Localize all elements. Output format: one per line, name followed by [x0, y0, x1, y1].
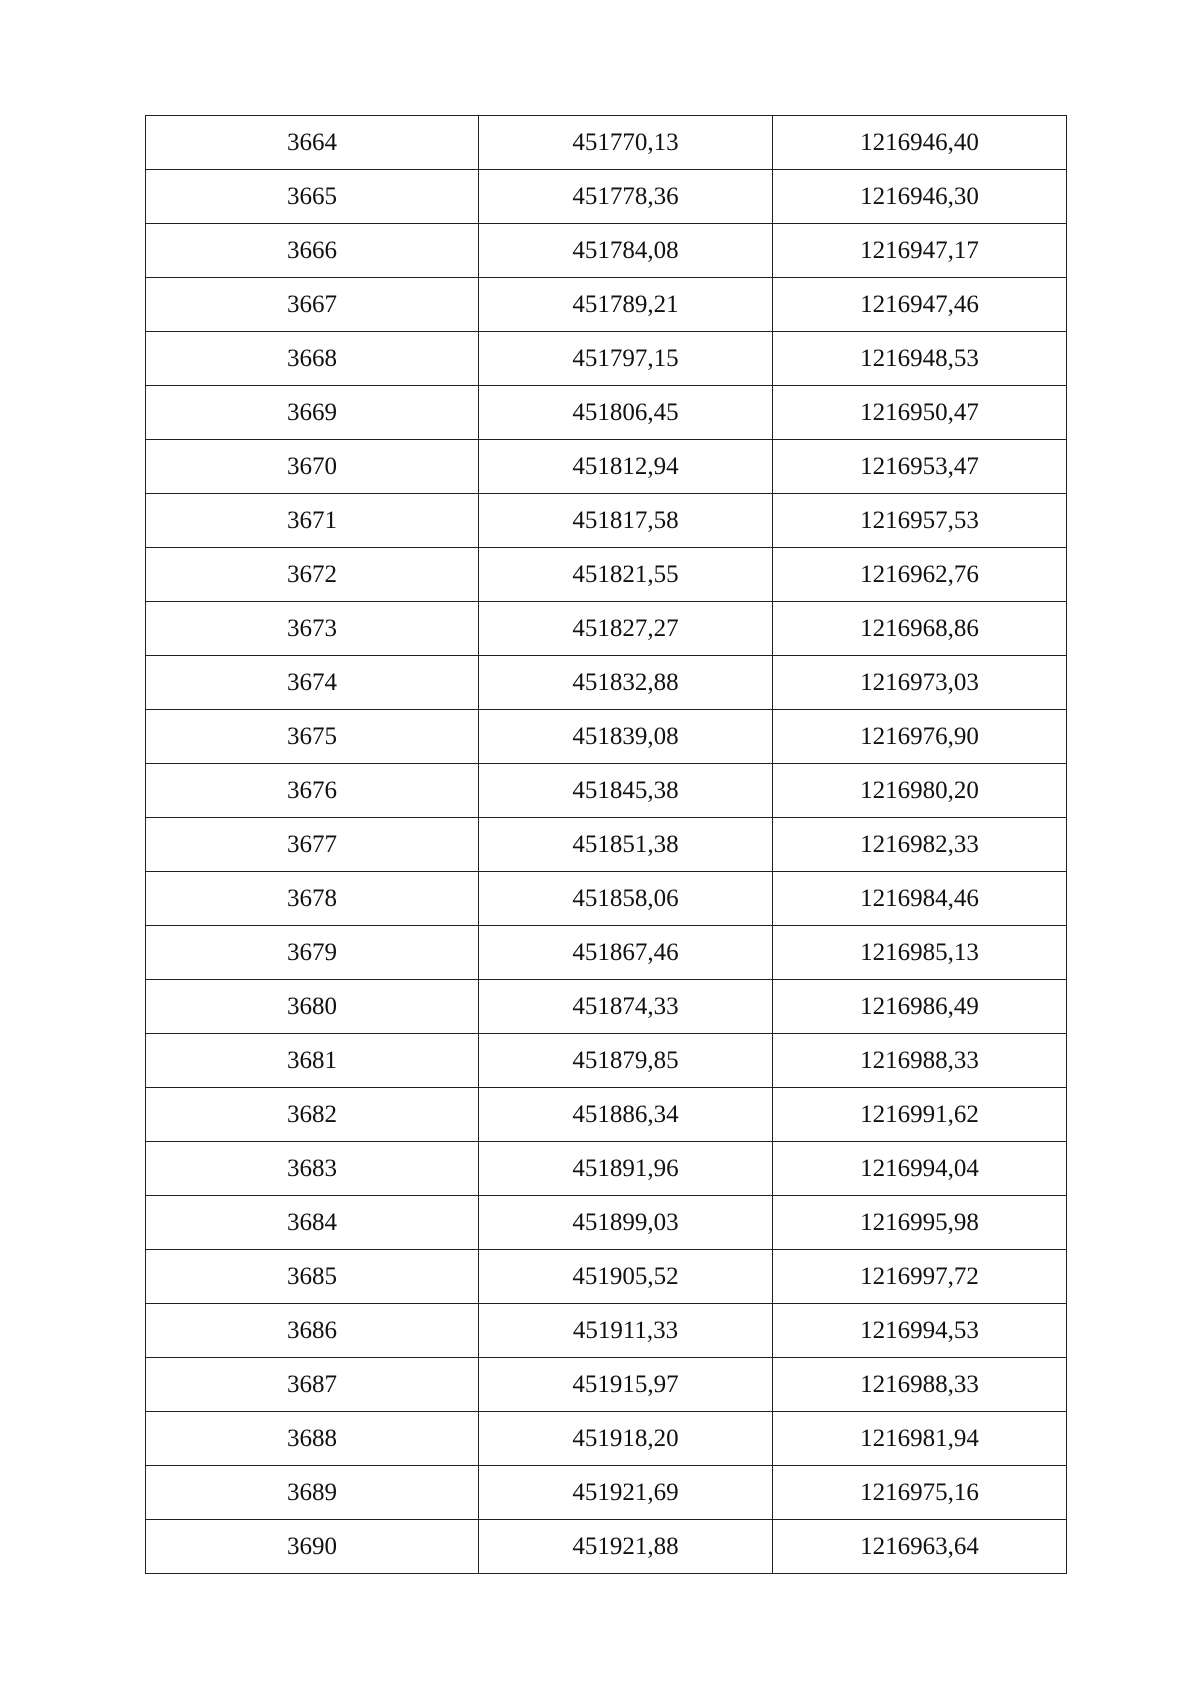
x-coordinate-cell: 451832,88 — [479, 656, 773, 710]
point-number-cell: 3672 — [146, 548, 479, 602]
table-row — [146, 1088, 1067, 1142]
point-number-cell: 3669 — [146, 386, 479, 440]
point-number-cell: 3682 — [146, 1088, 479, 1142]
x-coordinate-cell: 451851,38 — [479, 818, 773, 872]
y-coordinate-cell: 1216947,17 — [773, 224, 1067, 278]
point-number-cell: 3668 — [146, 332, 479, 386]
x-coordinate-cell: 451812,94 — [479, 440, 773, 494]
x-coordinate-cell: 451845,38 — [479, 764, 773, 818]
y-coordinate-cell: 1216984,46 — [773, 872, 1067, 926]
x-coordinate-cell: 451839,08 — [479, 710, 773, 764]
table-row — [146, 764, 1067, 818]
table-row — [146, 872, 1067, 926]
x-coordinate-cell: 451797,15 — [479, 332, 773, 386]
x-coordinate-cell: 451817,58 — [479, 494, 773, 548]
y-coordinate-cell: 1216947,46 — [773, 278, 1067, 332]
point-number-cell: 3684 — [146, 1196, 479, 1250]
x-coordinate-cell: 451858,06 — [479, 872, 773, 926]
point-number-cell: 3678 — [146, 872, 479, 926]
point-number-cell: 3679 — [146, 926, 479, 980]
table-row — [146, 440, 1067, 494]
table-row — [146, 386, 1067, 440]
x-coordinate-cell: 451921,69 — [479, 1466, 773, 1520]
table-row — [146, 1412, 1067, 1466]
y-coordinate-cell: 1216985,13 — [773, 926, 1067, 980]
y-coordinate-cell: 1216953,47 — [773, 440, 1067, 494]
coordinates-table — [145, 115, 1067, 1574]
y-coordinate-cell: 1216994,04 — [773, 1142, 1067, 1196]
x-coordinate-cell: 451784,08 — [479, 224, 773, 278]
y-coordinate-cell: 1216946,40 — [773, 116, 1067, 170]
point-number-cell: 3673 — [146, 602, 479, 656]
point-number-cell: 3667 — [146, 278, 479, 332]
point-number-cell: 3680 — [146, 980, 479, 1034]
x-coordinate-cell: 451879,85 — [479, 1034, 773, 1088]
x-coordinate-cell: 451891,96 — [479, 1142, 773, 1196]
x-coordinate-cell: 451806,45 — [479, 386, 773, 440]
y-coordinate-cell: 1216963,64 — [773, 1520, 1067, 1574]
x-coordinate-cell: 451827,27 — [479, 602, 773, 656]
table-row — [146, 602, 1067, 656]
y-coordinate-cell: 1216994,53 — [773, 1304, 1067, 1358]
table-row — [146, 818, 1067, 872]
y-coordinate-cell: 1216976,90 — [773, 710, 1067, 764]
y-coordinate-cell: 1216982,33 — [773, 818, 1067, 872]
y-coordinate-cell: 1216981,94 — [773, 1412, 1067, 1466]
y-coordinate-cell: 1216980,20 — [773, 764, 1067, 818]
point-number-cell: 3676 — [146, 764, 479, 818]
point-number-cell: 3675 — [146, 710, 479, 764]
table-row — [146, 1466, 1067, 1520]
point-number-cell: 3677 — [146, 818, 479, 872]
y-coordinate-cell: 1216950,47 — [773, 386, 1067, 440]
y-coordinate-cell: 1216986,49 — [773, 980, 1067, 1034]
table-row — [146, 926, 1067, 980]
table-row — [146, 656, 1067, 710]
point-number-cell: 3674 — [146, 656, 479, 710]
point-number-cell: 3688 — [146, 1412, 479, 1466]
table-row — [146, 278, 1067, 332]
y-coordinate-cell: 1216973,03 — [773, 656, 1067, 710]
point-number-cell: 3664 — [146, 116, 479, 170]
point-number-cell: 3681 — [146, 1034, 479, 1088]
y-coordinate-cell: 1216997,72 — [773, 1250, 1067, 1304]
table-row — [146, 1142, 1067, 1196]
point-number-cell: 3690 — [146, 1520, 479, 1574]
table-row — [146, 1250, 1067, 1304]
point-number-cell: 3665 — [146, 170, 479, 224]
table-row — [146, 1196, 1067, 1250]
x-coordinate-cell: 451821,55 — [479, 548, 773, 602]
y-coordinate-cell: 1216946,30 — [773, 170, 1067, 224]
table-row — [146, 224, 1067, 278]
y-coordinate-cell: 1216995,98 — [773, 1196, 1067, 1250]
table-row — [146, 1358, 1067, 1412]
x-coordinate-cell: 451874,33 — [479, 980, 773, 1034]
table-row — [146, 548, 1067, 602]
x-coordinate-cell: 451921,88 — [479, 1520, 773, 1574]
x-coordinate-cell: 451899,03 — [479, 1196, 773, 1250]
point-number-cell: 3671 — [146, 494, 479, 548]
table-row — [146, 710, 1067, 764]
x-coordinate-cell: 451778,36 — [479, 170, 773, 224]
x-coordinate-cell: 451886,34 — [479, 1088, 773, 1142]
x-coordinate-cell: 451915,97 — [479, 1358, 773, 1412]
x-coordinate-cell: 451867,46 — [479, 926, 773, 980]
coordinates-table-body — [146, 116, 1067, 1574]
x-coordinate-cell: 451911,33 — [479, 1304, 773, 1358]
y-coordinate-cell: 1216948,53 — [773, 332, 1067, 386]
table-row — [146, 1304, 1067, 1358]
table-row — [146, 1034, 1067, 1088]
table-row — [146, 116, 1067, 170]
x-coordinate-cell: 451918,20 — [479, 1412, 773, 1466]
x-coordinate-cell: 451770,13 — [479, 116, 773, 170]
table-row — [146, 980, 1067, 1034]
x-coordinate-cell: 451789,21 — [479, 278, 773, 332]
y-coordinate-cell: 1216991,62 — [773, 1088, 1067, 1142]
point-number-cell: 3686 — [146, 1304, 479, 1358]
point-number-cell: 3685 — [146, 1250, 479, 1304]
point-number-cell: 3683 — [146, 1142, 479, 1196]
table-row — [146, 170, 1067, 224]
table-row — [146, 332, 1067, 386]
point-number-cell: 3670 — [146, 440, 479, 494]
y-coordinate-cell: 1216968,86 — [773, 602, 1067, 656]
y-coordinate-cell: 1216988,33 — [773, 1358, 1067, 1412]
table-row — [146, 1520, 1067, 1574]
y-coordinate-cell: 1216962,76 — [773, 548, 1067, 602]
x-coordinate-cell: 451905,52 — [479, 1250, 773, 1304]
point-number-cell: 3666 — [146, 224, 479, 278]
y-coordinate-cell: 1216988,33 — [773, 1034, 1067, 1088]
y-coordinate-cell: 1216957,53 — [773, 494, 1067, 548]
point-number-cell: 3689 — [146, 1466, 479, 1520]
y-coordinate-cell: 1216975,16 — [773, 1466, 1067, 1520]
point-number-cell: 3687 — [146, 1358, 479, 1412]
table-row — [146, 494, 1067, 548]
